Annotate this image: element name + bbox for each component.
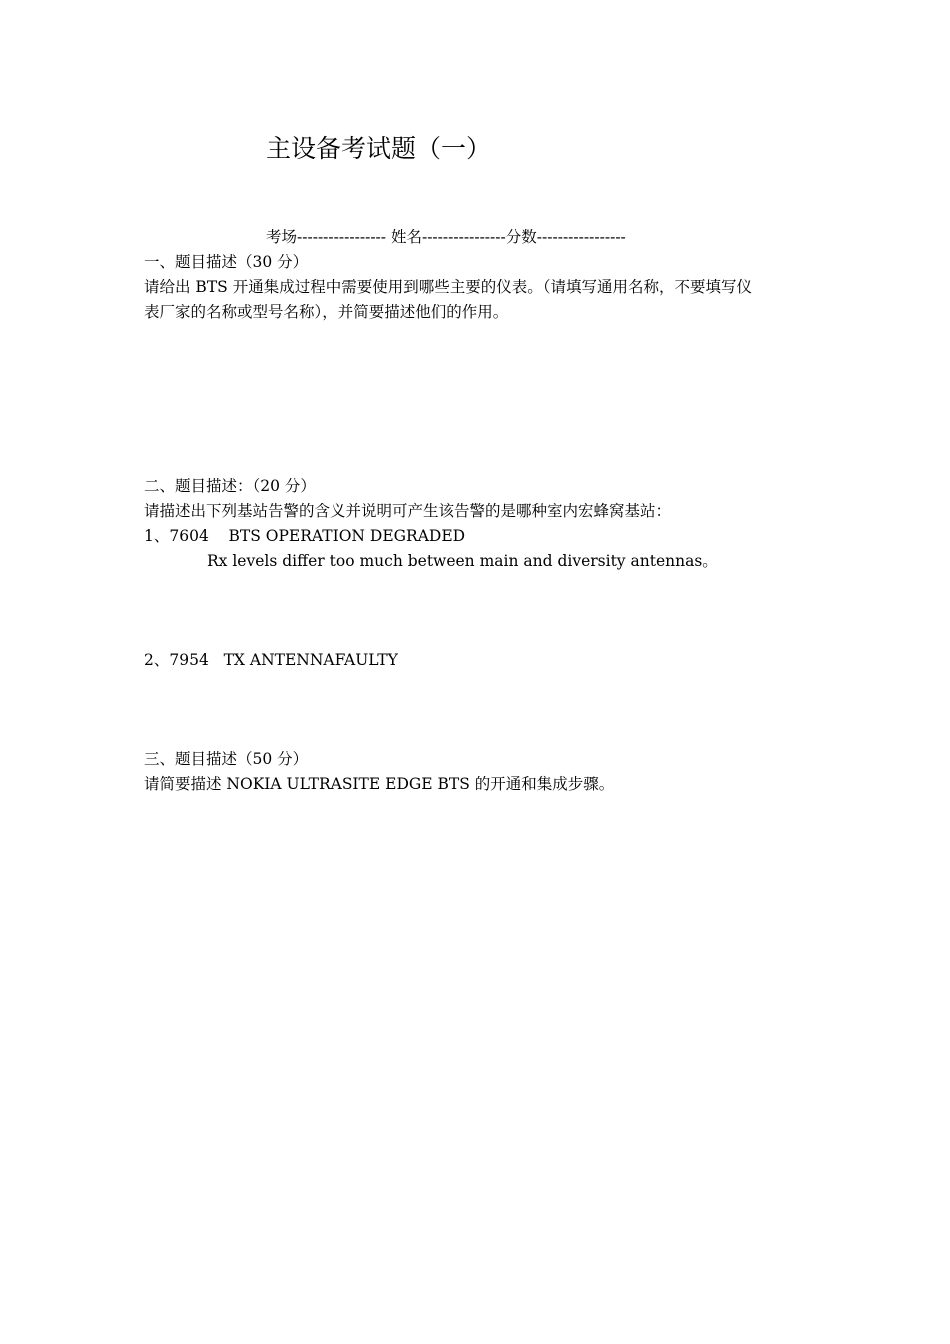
page-title: 主设备考试题（一） [266, 134, 492, 163]
question-3-heading: 三、题目描述（50 分） [144, 750, 309, 768]
question-3-text: 请简要描述 NOKIA ULTRASITE EDGE BTS 的开通和集成步骤。 [144, 775, 615, 793]
exam-info-line: 考场----------------- 姓名----------------分数----------------- [266, 228, 626, 246]
question-2-text: 请描述出下列基站告警的含义并说明可产生该告警的是哪种室内宏蜂窝基站： [144, 502, 672, 520]
question-2-item-2: 2、7954 TX ANTENNAFAULTY [144, 651, 398, 669]
question-1-heading: 一、题目描述（30 分） [144, 253, 309, 271]
question-2-heading: 二、题目描述：（20 分） [144, 477, 316, 495]
question-1-text-line-2: 表厂家的名称或型号名称），并简要描述他们的作用。 [144, 303, 509, 321]
question-2-item-1-detail: Rx levels differ too much between main and diversity antennas。 [207, 552, 718, 570]
question-1-text-line-1: 请给出 BTS 开通集成过程中需要使用到哪些主要的仪表。（请填写通用名称，不要填写仪 [144, 278, 752, 296]
question-2-item-1: 1、7604 BTS OPERATION DEGRADED [144, 527, 466, 545]
